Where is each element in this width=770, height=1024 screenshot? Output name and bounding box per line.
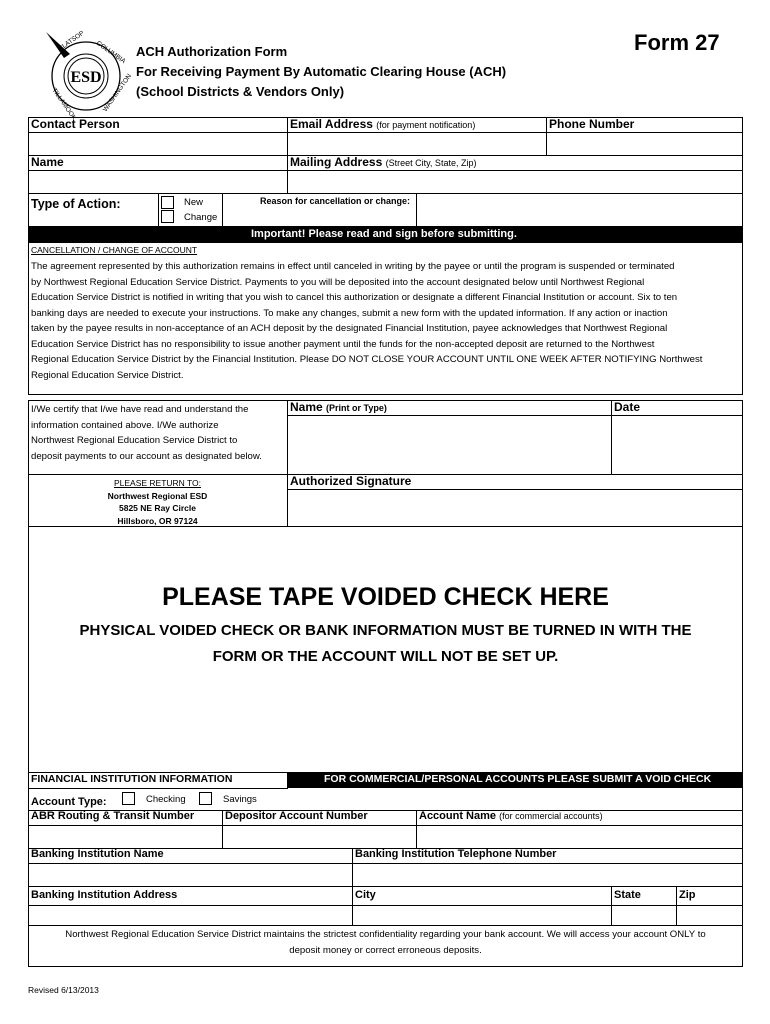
certify-text [31,402,262,464]
mailing-note: (Street City, State, Zip) [385,158,477,168]
bank-address-label: Banking Institution Address [31,889,178,901]
return-line: Hillsboro, OR 97124 [117,515,198,526]
mailing-label: Mailing Address (Street City, State, Zip) [290,155,477,169]
svg-text:ESD: ESD [70,69,102,86]
confidentiality-notice [28,927,743,959]
savings-checkbox[interactable] [199,792,212,805]
change-checkbox[interactable] [161,210,174,223]
important-banner [28,226,743,243]
email-note: (for payment notification) [376,120,476,130]
account-type-label: Account Type: [31,796,107,808]
cancellation-line: Education Service District is notified in writing that you wish to cancel this authorization or designate a different Financial Institution or account. Six to ten [31,292,678,303]
certify-line: Northwest Regional Education Service District to [31,435,238,446]
svg-text:COLUMBIA: COLUMBIA [94,39,127,66]
depositor-label: Depositor Account Number [225,810,368,822]
form-title: ACH Authorization Form [136,44,288,59]
certify-line: information contained above. I/We authorize [31,419,219,431]
certify-line: I/We certify that I/we have read and understand the [31,404,249,415]
print-name-label: Name (Print or Type) [290,400,387,414]
depositor-field[interactable] [223,826,415,847]
esd-seal-logo [36,24,134,122]
bank-phone-field[interactable] [353,864,741,885]
cancellation-line: Education Service District has no responsibility to issue another payment until the funds for the non-accepted deposit are returned to the Northwest [31,338,655,350]
return-address [29,477,286,527]
zip-field[interactable] [677,906,741,924]
cancellation-line: Regional Education Service District by the Financial Institution. Please DO NOT CLOSE YOUR ACCOUNT UNTIL ONE WEEK AFTER NOTIFYING Northwest [31,354,703,365]
revised-date: Revised 6/13/2013 [28,985,99,995]
cancellation-line: Regional Education Service District. [31,369,184,381]
return-line: Northwest Regional ESD [107,490,208,501]
svg-text:TILLAMOOK: TILLAMOOK [50,87,78,122]
financial-heading: FINANCIAL INSTITUTION INFORMATION [31,773,233,785]
bank-address-field[interactable] [29,906,351,924]
savings-label: Savings [223,794,257,805]
routing-label: ABR Routing & Transit Number [31,810,195,822]
city-field[interactable] [353,906,610,924]
important-banner-text: Important! Please read and sign before submitting. [251,228,517,240]
confidentiality-line: Northwest Regional Education Service District maintains the strictest confidentiality regarding your bank account. We will access your account ONLY to [65,929,706,940]
phone-label: Phone Number [549,117,635,131]
return-heading: PLEASE RETURN TO: [113,478,202,488]
email-field[interactable] [288,133,545,154]
contact-person-field[interactable] [29,133,286,154]
financial-banner [287,772,742,788]
new-label: New [184,197,204,208]
type-of-action-label: Type of Action: [31,197,121,211]
date-field[interactable] [612,416,741,473]
zip-label: Zip [679,889,696,901]
cancellation-text [31,259,702,383]
account-name-field[interactable] [417,826,741,847]
svg-text:CLATSOP: CLATSOP [57,29,86,53]
cancellation-line: banking days are needed to execute your instructions. To make any changes, submit a new form with the updated information. If any action or inaction [31,307,668,319]
checking-label: Checking [146,794,186,805]
cancellation-line: The agreement represented by this authorization remains in effect until canceled in writing by the payee or until the program is suspended or terminated [31,261,675,272]
state-field[interactable] [612,906,675,924]
check-area-title: PLEASE TAPE VOIDED CHECK HERE [162,583,609,611]
signature-field[interactable] [288,490,741,525]
confidentiality-line: deposit money or correct erroneous deposits. [289,945,482,956]
cancellation-line: taken by the payee results in non-acceptance of an ACH deposit by the designated Financial Institution, payee acknowledges that Northwest Regional [31,323,668,334]
form-number: Form 27 [634,30,720,55]
bank-name-label: Banking Institution Name [31,848,164,860]
check-area-line2: FORM OR THE ACCOUNT WILL NOT BE SET UP. [212,648,559,665]
checking-checkbox[interactable] [122,792,135,805]
name-field[interactable] [29,171,286,192]
reason-field[interactable] [417,194,741,225]
date-label: Date [614,400,641,414]
cancellation-heading: CANCELLATION / CHANGE OF ACCOUNT [31,245,198,255]
cancellation-line: by Northwest Regional Education Service District. Payments to you will be deposited into the account designated below until Northwest Regional [31,276,645,288]
name-label: Name [31,155,64,169]
bank-phone-label: Banking Institution Telephone Number [355,848,557,860]
bank-name-field[interactable] [29,864,351,885]
print-name-field[interactable] [288,416,610,473]
city-label: City [355,889,376,901]
email-label: Email Address (for payment notification) [290,117,476,131]
return-line: 5825 NE Ray Circle [118,503,197,513]
state-label: State [614,889,641,901]
form-scope: (School Districts & Vendors Only) [136,84,345,99]
mailing-address-field[interactable] [288,171,741,192]
svg-text:WASHINGTON: WASHINGTON [101,72,134,114]
check-area-line1: PHYSICAL VOIDED CHECK OR BANK INFORMATION MUST BE TURNED IN WITH THE [79,622,692,639]
signature-label: Authorized Signature [290,474,412,488]
contact-person-label: Contact Person [31,117,120,131]
routing-field[interactable] [29,826,221,847]
reason-label: Reason for cancellation or change: [260,196,411,206]
form-subtitle: For Receiving Payment By Automatic Clearing House (ACH) [136,64,507,79]
account-name-label: Account Name (for commercial accounts) [419,810,603,822]
print-name-note: (Print or Type) [326,403,387,413]
financial-banner-text: FOR COMMERCIAL/PERSONAL ACCOUNTS PLEASE SUBMIT A VOID CHECK [324,773,712,785]
phone-field[interactable] [547,133,741,154]
account-name-note: (for commercial accounts) [499,811,603,821]
new-checkbox[interactable] [161,196,174,209]
certify-line: deposit payments to our account as designated below. [31,450,262,462]
change-label: Change [184,212,218,223]
